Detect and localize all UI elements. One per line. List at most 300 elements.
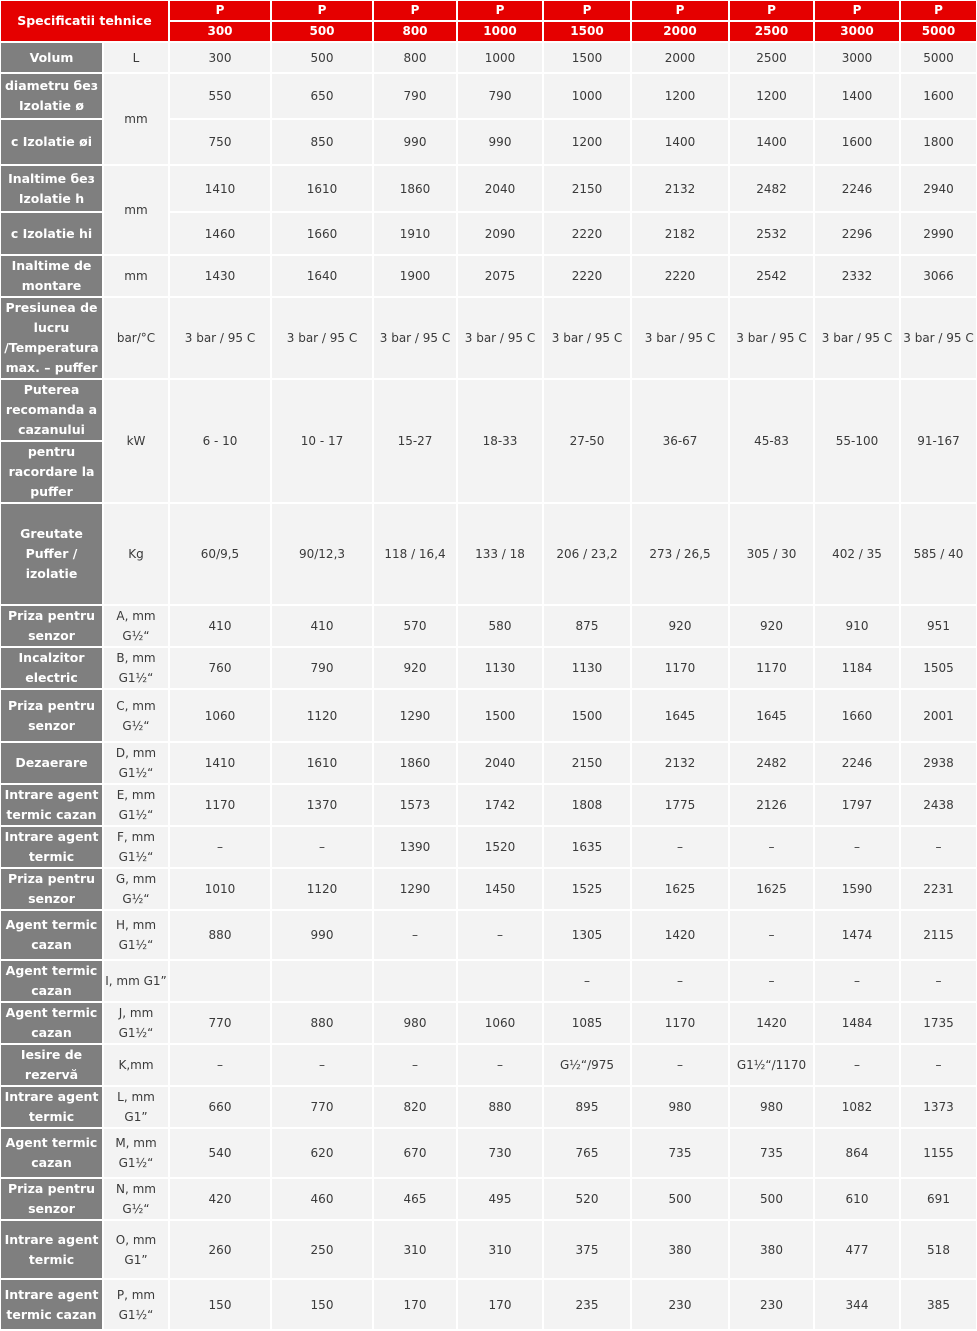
table-cell: 2090 [458, 213, 542, 254]
table-cell: 691 [901, 1179, 976, 1219]
table-cell: 150 [272, 1280, 372, 1329]
row-label: Volum [1, 43, 102, 72]
table-row [1, 256, 976, 296]
table-cell: – [632, 961, 728, 1001]
row-label: Agent termic cazan [1, 1003, 102, 1043]
row-unit: mm [104, 166, 168, 254]
table-cell: 1460 [170, 213, 270, 254]
table-cell: 990 [458, 120, 542, 164]
model-number: 5000 [901, 22, 976, 41]
table-cell: 118 / 16,4 [374, 504, 456, 604]
table-cell: – [272, 1045, 372, 1085]
table-cell: 300 [170, 43, 270, 72]
table-row [1, 74, 976, 118]
table-cell: 2938 [901, 743, 976, 783]
table-cell: 10 - 17 [272, 380, 372, 502]
table-cell: 2132 [632, 166, 728, 211]
table-cell: 2231 [901, 869, 976, 909]
table-cell: 310 [458, 1221, 542, 1278]
table-cell: 460 [272, 1179, 372, 1219]
table-cell: 2132 [632, 743, 728, 783]
table-row [1, 648, 976, 688]
model-prefix: P [170, 1, 270, 20]
table-cell: 27-50 [544, 380, 630, 502]
table-cell: 650 [272, 74, 372, 118]
table-cell: 2150 [544, 166, 630, 211]
table-cell: 380 [730, 1221, 813, 1278]
table-cell: – [458, 911, 542, 959]
row-unit: L, mm G1” [104, 1087, 168, 1127]
table-cell: 3 bar / 95 C [901, 298, 976, 378]
table-cell: 1600 [815, 120, 899, 164]
table-cell: 465 [374, 1179, 456, 1219]
table-row [1, 43, 976, 72]
row-label: Greutate Puffer / izolatie [1, 504, 102, 604]
row-unit: D, mm G1½“ [104, 743, 168, 783]
table-cell: 1060 [170, 690, 270, 741]
table-cell: – [730, 961, 813, 1001]
table-cell: 2182 [632, 213, 728, 254]
table-cell: 1082 [815, 1087, 899, 1127]
table-cell [374, 961, 456, 1001]
table-cell: 1625 [632, 869, 728, 909]
table-cell: 3 bar / 95 C [272, 298, 372, 378]
row-unit: N, mm G½“ [104, 1179, 168, 1219]
table-cell: 402 / 35 [815, 504, 899, 604]
row-unit: B, mm G1½“ [104, 648, 168, 688]
model-prefix: P [632, 1, 728, 20]
table-cell: 2482 [730, 166, 813, 211]
row-label: Presiunea de lucru /Temperatura max. – puffer [1, 298, 102, 378]
table-cell: 2000 [632, 43, 728, 72]
table-row [1, 606, 976, 646]
table-cell: 477 [815, 1221, 899, 1278]
row-label: Puterea recomanda a cazanului [1, 380, 102, 440]
table-cell: 500 [730, 1179, 813, 1219]
table-cell: 1742 [458, 785, 542, 825]
table-row [1, 911, 976, 959]
table-cell: 1505 [901, 648, 976, 688]
row-unit: kW [104, 380, 168, 502]
table-cell: 1590 [815, 869, 899, 909]
table-row [1, 1087, 976, 1127]
table-cell: 380 [632, 1221, 728, 1278]
model-prefix: P [544, 1, 630, 20]
table-cell: 2150 [544, 743, 630, 783]
table-cell: 1410 [170, 166, 270, 211]
table-cell: 1155 [901, 1129, 976, 1177]
table-cell: 1500 [458, 690, 542, 741]
table-cell [272, 961, 372, 1001]
model-prefix: P [272, 1, 372, 20]
table-cell: 235 [544, 1280, 630, 1329]
table-row [1, 827, 976, 867]
row-unit: mm [104, 256, 168, 296]
table-cell: 770 [170, 1003, 270, 1043]
table-cell: – [730, 911, 813, 959]
table-cell: 273 / 26,5 [632, 504, 728, 604]
table-cell: 730 [458, 1129, 542, 1177]
table-cell: 1200 [730, 74, 813, 118]
row-label: Dezaerare [1, 743, 102, 783]
table-cell: 540 [170, 1129, 270, 1177]
table-cell: 3 bar / 95 C [730, 298, 813, 378]
row-label: Incalzitor electric [1, 648, 102, 688]
table-cell: 15-27 [374, 380, 456, 502]
table-cell: 310 [374, 1221, 456, 1278]
model-prefix: P [458, 1, 542, 20]
table-cell: 1085 [544, 1003, 630, 1043]
table-cell: 90/12,3 [272, 504, 372, 604]
table-cell: 570 [374, 606, 456, 646]
table-cell: 170 [374, 1280, 456, 1329]
table-cell: 1170 [632, 1003, 728, 1043]
row-label: Intrare agent termic cazan [1, 1280, 102, 1329]
table-cell: 2332 [815, 256, 899, 296]
row-label: Priza pentru senzor [1, 690, 102, 741]
table-cell: 550 [170, 74, 270, 118]
table-cell: 760 [170, 648, 270, 688]
table-cell: 375 [544, 1221, 630, 1278]
table-cell: 1370 [272, 785, 372, 825]
table-cell: 1600 [901, 74, 976, 118]
table-cell: 1775 [632, 785, 728, 825]
row-unit: A, mm G½“ [104, 606, 168, 646]
table-cell: 1184 [815, 648, 899, 688]
table-cell: 2246 [815, 166, 899, 211]
table-cell: G½“/975 [544, 1045, 630, 1085]
table-cell: 1170 [632, 648, 728, 688]
table-cell: 1400 [632, 120, 728, 164]
table-cell: 1130 [544, 648, 630, 688]
table-cell: 1420 [730, 1003, 813, 1043]
row-unit: P, mm G1½“ [104, 1280, 168, 1329]
table-cell: 1120 [272, 690, 372, 741]
model-number: 800 [374, 22, 456, 41]
row-unit: bar/°C [104, 298, 168, 378]
table-cell: 3 bar / 95 C [374, 298, 456, 378]
row-label: pentru racordare la puffer [1, 442, 102, 502]
table-cell: 1800 [901, 120, 976, 164]
table-row [1, 961, 976, 1001]
table-cell: 920 [632, 606, 728, 646]
model-number: 300 [170, 22, 270, 41]
row-label: Iesire de rezervă [1, 1045, 102, 1085]
table-cell: 864 [815, 1129, 899, 1177]
table-cell: – [730, 827, 813, 867]
table-cell: 518 [901, 1221, 976, 1278]
table-cell: 500 [632, 1179, 728, 1219]
table-cell: 750 [170, 120, 270, 164]
table-cell: 895 [544, 1087, 630, 1127]
row-unit: O, mm G1” [104, 1221, 168, 1278]
table-cell: 410 [170, 606, 270, 646]
table-cell: 2040 [458, 166, 542, 211]
model-number: 2000 [632, 22, 728, 41]
model-number: 2500 [730, 22, 813, 41]
row-unit: G, mm G½“ [104, 869, 168, 909]
row-label: Inaltime de montare [1, 256, 102, 296]
table-cell: 990 [374, 120, 456, 164]
table-cell: 1200 [544, 120, 630, 164]
table-row [1, 298, 976, 378]
table-cell: 420 [170, 1179, 270, 1219]
table-cell: – [901, 961, 976, 1001]
row-unit: K,mm [104, 1045, 168, 1085]
table-cell: – [901, 827, 976, 867]
table-cell: 1200 [632, 74, 728, 118]
table-cell: 1290 [374, 690, 456, 741]
table-title: Specificatii tehnice [1, 1, 168, 41]
table-cell: 735 [632, 1129, 728, 1177]
table-cell: 790 [458, 74, 542, 118]
table-cell [170, 961, 270, 1001]
table-cell: 2220 [544, 256, 630, 296]
row-label: Agent termic cazan [1, 1129, 102, 1177]
table-cell: 1500 [544, 43, 630, 72]
table-cell: 1520 [458, 827, 542, 867]
table-row [1, 504, 976, 604]
table-cell: 990 [272, 911, 372, 959]
row-unit: M, mm G1½“ [104, 1129, 168, 1177]
table-cell: 2940 [901, 166, 976, 211]
table-cell: 1900 [374, 256, 456, 296]
table-cell: 920 [374, 648, 456, 688]
table-cell: 580 [458, 606, 542, 646]
row-unit: C, mm G½“ [104, 690, 168, 741]
table-cell: – [815, 961, 899, 1001]
table-cell: 3066 [901, 256, 976, 296]
table-cell: 45-83 [730, 380, 813, 502]
table-cell: 5000 [901, 43, 976, 72]
table-cell: 735 [730, 1129, 813, 1177]
row-unit: Kg [104, 504, 168, 604]
table-cell: 2438 [901, 785, 976, 825]
model-number: 500 [272, 22, 372, 41]
table-cell: 1450 [458, 869, 542, 909]
table-row [1, 1179, 976, 1219]
table-cell: 305 / 30 [730, 504, 813, 604]
table-cell: 1420 [632, 911, 728, 959]
table-cell: 36-67 [632, 380, 728, 502]
table-cell: 1910 [374, 213, 456, 254]
row-unit: mm [104, 74, 168, 164]
row-unit: E, mm G1½“ [104, 785, 168, 825]
table-cell: 3 bar / 95 C [458, 298, 542, 378]
table-cell: 850 [272, 120, 372, 164]
table-row [1, 1003, 976, 1043]
table-cell: 1170 [170, 785, 270, 825]
table-cell: 2220 [544, 213, 630, 254]
table-cell: 1860 [374, 166, 456, 211]
row-label: Intrare agent termic [1, 1087, 102, 1127]
row-unit: I, mm G1” [104, 961, 168, 1001]
table-row [1, 1280, 976, 1329]
table-cell: 3000 [815, 43, 899, 72]
table-cell: 1400 [815, 74, 899, 118]
table-cell: 1610 [272, 743, 372, 783]
table-cell: 250 [272, 1221, 372, 1278]
table-cell: 1625 [730, 869, 813, 909]
table-cell: 800 [374, 43, 456, 72]
table-cell: 980 [374, 1003, 456, 1043]
row-label: Agent termic cazan [1, 961, 102, 1001]
table-cell: 1500 [544, 690, 630, 741]
header-prefix-row [1, 1, 976, 20]
table-cell: 951 [901, 606, 976, 646]
row-label: Intrare agent termic [1, 1221, 102, 1278]
table-cell: 60/9,5 [170, 504, 270, 604]
table-cell: – [901, 1045, 976, 1085]
row-label: Inaltime без Izolatie h [1, 166, 102, 211]
table-row [1, 690, 976, 741]
table-cell: 790 [272, 648, 372, 688]
table-cell: 1860 [374, 743, 456, 783]
table-cell: 620 [272, 1129, 372, 1177]
table-cell: 230 [632, 1280, 728, 1329]
table-cell: – [458, 1045, 542, 1085]
table-cell: 2990 [901, 213, 976, 254]
table-cell: 1373 [901, 1087, 976, 1127]
table-cell: 880 [458, 1087, 542, 1127]
row-label: c Izolatie øi [1, 120, 102, 164]
table-row [1, 743, 976, 783]
row-label: Priza pentru senzor [1, 606, 102, 646]
table-cell: 1410 [170, 743, 270, 783]
table-cell: 55-100 [815, 380, 899, 502]
table-cell: 385 [901, 1280, 976, 1329]
model-prefix: P [730, 1, 813, 20]
table-cell: 520 [544, 1179, 630, 1219]
table-row [1, 869, 976, 909]
table-cell: 170 [458, 1280, 542, 1329]
table-cell: 3 bar / 95 C [544, 298, 630, 378]
table-row [1, 785, 976, 825]
table-cell: 1645 [730, 690, 813, 741]
row-unit: L [104, 43, 168, 72]
table-cell: – [544, 961, 630, 1001]
table-cell: 91-167 [901, 380, 976, 502]
table-cell: 2532 [730, 213, 813, 254]
table-cell: 2220 [632, 256, 728, 296]
table-cell: 1130 [458, 648, 542, 688]
table-cell: 1120 [272, 869, 372, 909]
row-label: Intrare agent termic cazan [1, 785, 102, 825]
table-cell: 1390 [374, 827, 456, 867]
table-cell: 875 [544, 606, 630, 646]
table-cell: 770 [272, 1087, 372, 1127]
table-cell: 1525 [544, 869, 630, 909]
table-row [1, 1129, 976, 1177]
table-cell: 500 [272, 43, 372, 72]
table-cell: 880 [272, 1003, 372, 1043]
model-prefix: P [815, 1, 899, 20]
table-cell: – [170, 1045, 270, 1085]
table-cell: 1797 [815, 785, 899, 825]
table-cell: G1½“/1170 [730, 1045, 813, 1085]
table-cell: 2296 [815, 213, 899, 254]
row-label: diametru без Izolatie ø [1, 74, 102, 118]
table-cell: 260 [170, 1221, 270, 1278]
model-prefix: P [374, 1, 456, 20]
table-cell: 1645 [632, 690, 728, 741]
table-cell: 790 [374, 74, 456, 118]
table-cell: 585 / 40 [901, 504, 976, 604]
table-row [1, 1221, 976, 1278]
table-cell: – [374, 1045, 456, 1085]
table-cell: 230 [730, 1280, 813, 1329]
table-cell: 1000 [544, 74, 630, 118]
row-label: Agent termic cazan [1, 911, 102, 959]
table-cell: 1290 [374, 869, 456, 909]
table-cell: 910 [815, 606, 899, 646]
table-cell: 3 bar / 95 C [170, 298, 270, 378]
table-cell: 1305 [544, 911, 630, 959]
table-cell: 920 [730, 606, 813, 646]
table-cell: 880 [170, 911, 270, 959]
table-cell: 980 [730, 1087, 813, 1127]
table-cell: 2482 [730, 743, 813, 783]
table-cell: 1060 [458, 1003, 542, 1043]
table-cell: 1735 [901, 1003, 976, 1043]
table-cell: 1474 [815, 911, 899, 959]
table-row [1, 1045, 976, 1085]
table-cell: 1660 [815, 690, 899, 741]
table-cell: 2115 [901, 911, 976, 959]
table-cell: 133 / 18 [458, 504, 542, 604]
table-cell: – [815, 827, 899, 867]
table-cell: 2040 [458, 743, 542, 783]
table-cell: 1610 [272, 166, 372, 211]
table-cell: 410 [272, 606, 372, 646]
table-cell: 2500 [730, 43, 813, 72]
table-cell: 2001 [901, 690, 976, 741]
table-cell: 3 bar / 95 C [815, 298, 899, 378]
table-cell: 1573 [374, 785, 456, 825]
table-cell: – [632, 827, 728, 867]
table-cell: 344 [815, 1280, 899, 1329]
table-row [1, 380, 976, 440]
table-cell: 6 - 10 [170, 380, 270, 502]
table-cell: 1808 [544, 785, 630, 825]
table-cell: 980 [632, 1087, 728, 1127]
model-number: 3000 [815, 22, 899, 41]
table-cell: 2246 [815, 743, 899, 783]
table-row [1, 166, 976, 211]
table-cell: 150 [170, 1280, 270, 1329]
model-number: 1000 [458, 22, 542, 41]
table-cell: – [272, 827, 372, 867]
table-cell: – [374, 911, 456, 959]
table-cell: 1400 [730, 120, 813, 164]
table-cell: 18-33 [458, 380, 542, 502]
model-number: 1500 [544, 22, 630, 41]
table-cell: – [170, 827, 270, 867]
row-label: Priza pentru senzor [1, 1179, 102, 1219]
table-cell: 206 / 23,2 [544, 504, 630, 604]
table-cell: 610 [815, 1179, 899, 1219]
table-cell: 660 [170, 1087, 270, 1127]
table-cell: 670 [374, 1129, 456, 1177]
table-cell: 2126 [730, 785, 813, 825]
row-unit: H, mm G1½“ [104, 911, 168, 959]
model-prefix: P [901, 1, 976, 20]
table-cell [458, 961, 542, 1001]
table-cell: 1484 [815, 1003, 899, 1043]
row-label: c Izolatie hi [1, 213, 102, 254]
table-cell: 2542 [730, 256, 813, 296]
table-cell: – [632, 1045, 728, 1085]
